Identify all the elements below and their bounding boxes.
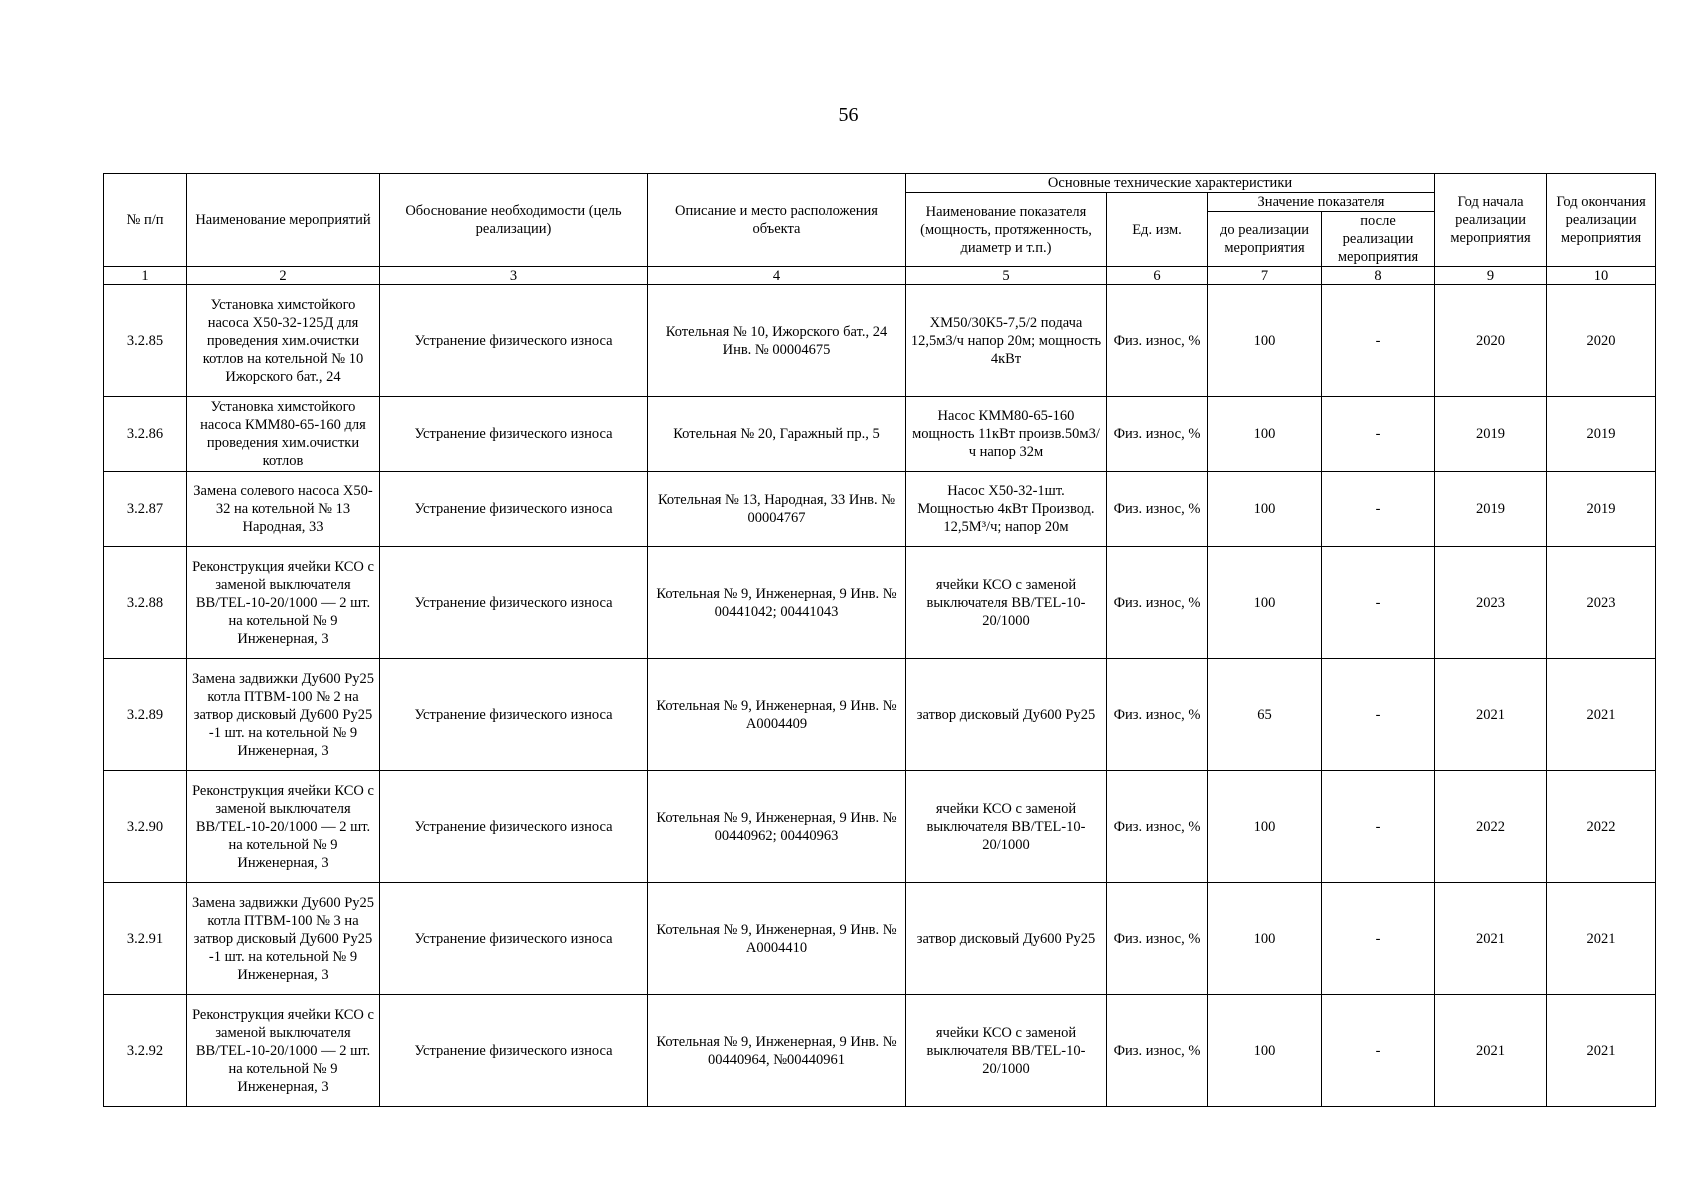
row-indicator: ХМ50/30К5-7,5/2 подача 12,5м3/ч напор 20м; мощность 4кВт [906, 285, 1107, 397]
row-location: Котельная № 20, Гаражный пр., 5 [648, 397, 906, 472]
row-name: Замена задвижки Ду600 Ру25 котла ПТВМ-100 № 2 на затвор дисковый Ду600 Ру25 -1 шт. на котельной № 9 Инженерная, 3 [187, 659, 380, 771]
row-reason: Устранение физического износа [380, 472, 648, 547]
column-number: 4 [648, 267, 906, 285]
column-number-row [104, 267, 1656, 285]
row-reason: Устранение физического износа [380, 771, 648, 883]
row-before: 100 [1208, 397, 1322, 472]
row-unit: Физ. износ, % [1107, 659, 1208, 771]
row-num: 3.2.89 [104, 659, 187, 771]
row-num: 3.2.87 [104, 472, 187, 547]
row-reason: Устранение физического износа [380, 659, 648, 771]
row-location: Котельная № 13, Народная, 33 Инв. № 00004767 [648, 472, 906, 547]
row-end: 2021 [1547, 995, 1656, 1107]
column-number: 5 [906, 267, 1107, 285]
header-num: № п/п [104, 174, 187, 267]
row-indicator: ячейки КСО с заменой выключателя BB/TEL-10-20/1000 [906, 771, 1107, 883]
header-name: Наименование мероприятий [187, 174, 380, 267]
table-row [104, 547, 1656, 659]
row-start: 2021 [1435, 883, 1547, 995]
header-value-group: Значение показателя [1208, 193, 1435, 212]
row-location: Котельная № 9, Инженерная, 9 Инв. № А0004409 [648, 659, 906, 771]
column-number: 3 [380, 267, 648, 285]
column-number: 10 [1547, 267, 1656, 285]
header-location: Описание и место расположения объекта [648, 174, 906, 267]
header-tech-group: Основные технические характеристики [906, 174, 1435, 193]
row-indicator: Насос КММ80-65-160 мощность 11кВт произв.50м3/ч напор 32м [906, 397, 1107, 472]
row-num: 3.2.86 [104, 397, 187, 472]
row-after: - [1322, 771, 1435, 883]
header-before: до реализации мероприятия [1208, 212, 1322, 267]
table-row [104, 397, 1656, 472]
row-before: 65 [1208, 659, 1322, 771]
header-unit: Ед. изм. [1107, 193, 1208, 267]
row-before: 100 [1208, 995, 1322, 1107]
measures-table [103, 173, 1656, 1107]
row-location: Котельная № 10, Ижорского бат., 24 Инв. № 00004675 [648, 285, 906, 397]
row-name: Реконструкция ячейки КСО с заменой выключателя BB/TEL-10-20/1000 — 2 шт. на котельной № 9 Инженерная, 3 [187, 771, 380, 883]
row-end: 2023 [1547, 547, 1656, 659]
header-start-year: Год начала реализации мероприятия [1435, 174, 1547, 267]
row-location: Котельная № 9, Инженерная, 9 Инв. № А0004410 [648, 883, 906, 995]
row-end: 2021 [1547, 883, 1656, 995]
row-after: - [1322, 472, 1435, 547]
column-number: 7 [1208, 267, 1322, 285]
header-reason: Обоснование необходимости (цель реализации) [380, 174, 648, 267]
row-start: 2021 [1435, 995, 1547, 1107]
row-unit: Физ. износ, % [1107, 883, 1208, 995]
row-name: Замена задвижки Ду600 Ру25 котла ПТВМ-100 № 3 на затвор дисковый Ду600 Ру25 -1 шт. на котельной № 9 Инженерная, 3 [187, 883, 380, 995]
column-number: 1 [104, 267, 187, 285]
header-after: после реализации мероприятия [1322, 212, 1435, 267]
row-unit: Физ. износ, % [1107, 547, 1208, 659]
row-start: 2019 [1435, 397, 1547, 472]
row-start: 2021 [1435, 659, 1547, 771]
table-row [104, 995, 1656, 1107]
row-num: 3.2.91 [104, 883, 187, 995]
row-after: - [1322, 659, 1435, 771]
header-indicator: Наименование показателя (мощность, протяженность, диаметр и т.п.) [906, 193, 1107, 267]
table-row [104, 883, 1656, 995]
row-start: 2023 [1435, 547, 1547, 659]
column-number: 8 [1322, 267, 1435, 285]
row-reason: Устранение физического износа [380, 995, 648, 1107]
column-number: 6 [1107, 267, 1208, 285]
row-name: Реконструкция ячейки КСО с заменой выключателя BB/TEL-10-20/1000 — 2 шт. на котельной № 9 Инженерная, 3 [187, 995, 380, 1107]
row-after: - [1322, 547, 1435, 659]
row-reason: Устранение физического износа [380, 285, 648, 397]
row-num: 3.2.92 [104, 995, 187, 1107]
row-location: Котельная № 9, Инженерная, 9 Инв. № 00441042; 00441043 [648, 547, 906, 659]
table-row [104, 285, 1656, 397]
table-row [104, 771, 1656, 883]
row-reason: Устранение физического износа [380, 883, 648, 995]
row-before: 100 [1208, 883, 1322, 995]
row-end: 2021 [1547, 659, 1656, 771]
row-unit: Физ. износ, % [1107, 472, 1208, 547]
column-number: 9 [1435, 267, 1547, 285]
row-before: 100 [1208, 547, 1322, 659]
row-end: 2020 [1547, 285, 1656, 397]
row-num: 3.2.90 [104, 771, 187, 883]
row-after: - [1322, 285, 1435, 397]
row-name: Реконструкция ячейки КСО с заменой выключателя BB/TEL-10-20/1000 — 2 шт. на котельной № 9 Инженерная, 3 [187, 547, 380, 659]
row-location: Котельная № 9, Инженерная, 9 Инв. № 00440962; 00440963 [648, 771, 906, 883]
column-number: 2 [187, 267, 380, 285]
row-before: 100 [1208, 285, 1322, 397]
row-indicator: ячейки КСО с заменой выключателя BB/TEL-10-20/1000 [906, 995, 1107, 1107]
row-indicator: затвор дисковый Ду600 Ру25 [906, 659, 1107, 771]
row-indicator: затвор дисковый Ду600 Ру25 [906, 883, 1107, 995]
row-start: 2022 [1435, 771, 1547, 883]
row-start: 2020 [1435, 285, 1547, 397]
row-num: 3.2.85 [104, 285, 187, 397]
row-after: - [1322, 397, 1435, 472]
row-end: 2022 [1547, 771, 1656, 883]
row-name: Установка химстойкого насоса Х50-32-125Д для проведения хим.очистки котлов на котельной № 10 Ижорского бат., 24 [187, 285, 380, 397]
row-before: 100 [1208, 472, 1322, 547]
row-reason: Устранение физического износа [380, 397, 648, 472]
row-reason: Устранение физического износа [380, 547, 648, 659]
header-row-1 [104, 174, 1656, 193]
row-unit: Физ. износ, % [1107, 285, 1208, 397]
row-end: 2019 [1547, 472, 1656, 547]
row-indicator: Насос Х50-32-1шт. Мощностью 4кВт Производ. 12,5М³/ч; напор 20м [906, 472, 1107, 547]
row-start: 2019 [1435, 472, 1547, 547]
table-row [104, 472, 1656, 547]
header-end-year: Год окончания реализации мероприятия [1547, 174, 1656, 267]
row-name: Установка химстойкого насоса КММ80-65-160 для проведения хим.очистки котлов [187, 397, 380, 472]
table-row [104, 659, 1656, 771]
row-after: - [1322, 883, 1435, 995]
row-name: Замена солевого насоса Х50-32 на котельной № 13 Народная, 33 [187, 472, 380, 547]
row-num: 3.2.88 [104, 547, 187, 659]
row-unit: Физ. износ, % [1107, 995, 1208, 1107]
row-location: Котельная № 9, Инженерная, 9 Инв. № 00440964, №00440961 [648, 995, 906, 1107]
row-before: 100 [1208, 771, 1322, 883]
row-indicator: ячейки КСО с заменой выключателя BB/TEL-10-20/1000 [906, 547, 1107, 659]
row-unit: Физ. износ, % [1107, 397, 1208, 472]
row-unit: Физ. износ, % [1107, 771, 1208, 883]
row-end: 2019 [1547, 397, 1656, 472]
row-after: - [1322, 995, 1435, 1107]
page-number: 56 [838, 104, 859, 126]
